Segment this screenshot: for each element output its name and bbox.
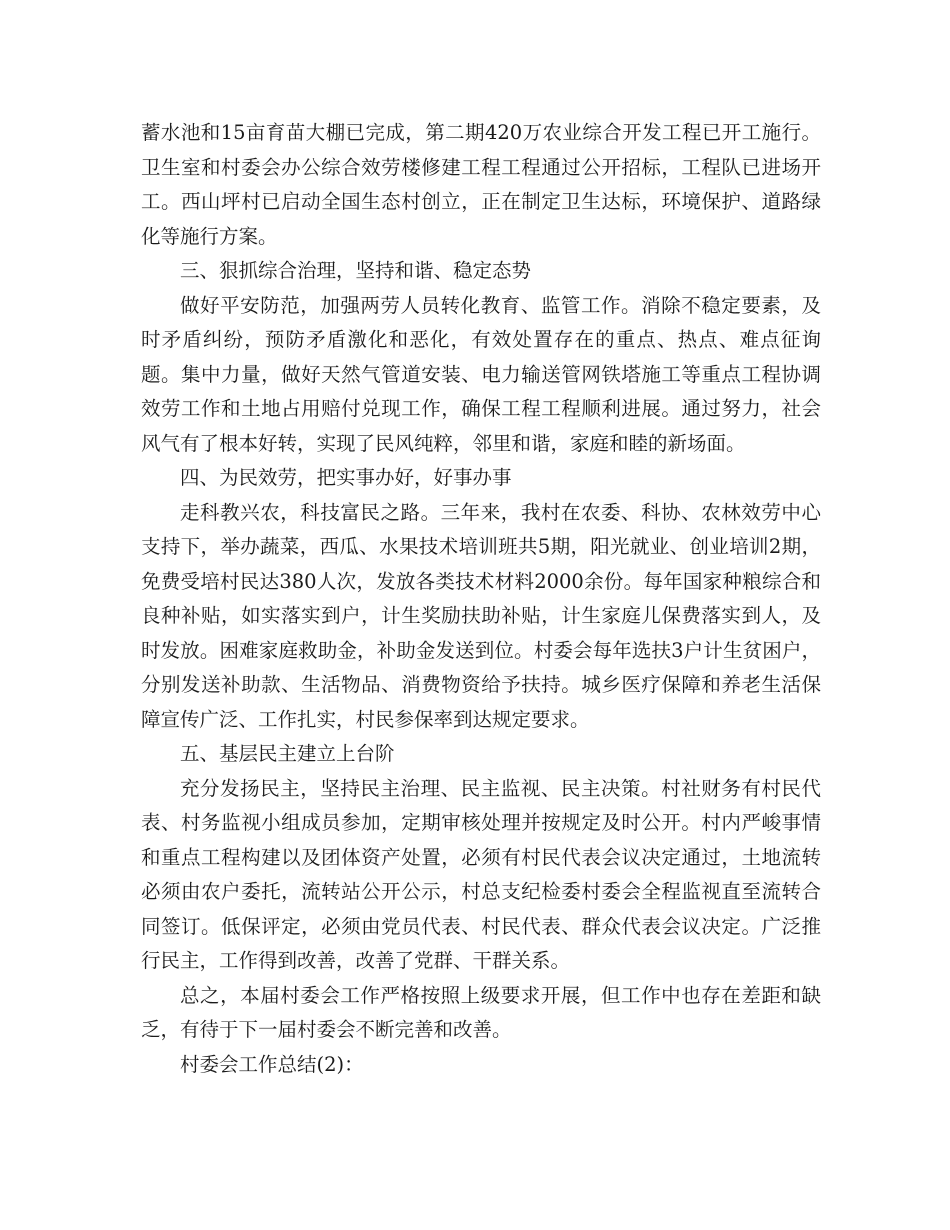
section-heading-3: 三、狠抓综合治理，坚持和谐、稳定态势 [180, 259, 532, 282]
paragraph-intro-continuation: 蓄水池和15亩育苗大棚已完成，第二期420万农业综合开发工程已开工施行。卫生室和村委会办公综合效劳楼修建工程工程通过公开招标，工程队已进场开工。西山坪村已启动全国生态村创立，正在制定卫生达标，环境保护、道路绿化等施行方案。 [141, 121, 821, 248]
paragraph-service: 走科教兴农，科技富民之路。三年来，我村在农委、科协、农林效劳中心支持下，举办蔬菜，西瓜、水果技术培训班共5期，阳光就业、创业培训2期，免费受培村民达380人次，发放各类技术材料2000余份。每年国家种粮综合和良种补贴，如实落实到户，计生奖励扶助补贴，计生家庭儿保费落实到人，及时发放。困难家庭救助金，补助金发送到位。村委会每年选扶3户计生贫困户，分别发送补助款、生活物品、消费物资给予扶持。城乡医疗保障和养老生活保障宣传广泛、工作扎实，村民参保率到达规定要求。 [141, 500, 821, 731]
section-heading-4: 四、为民效劳，把实事办好，好事办事 [180, 466, 512, 489]
paragraph-security: 做好平安防范，加强两劳人员转化教育、监管工作。消除不稳定要素，及时矛盾纠纷，预防矛盾激化和恶化，有效处置存在的重点、热点、难点征询题。集中力量，做好天然气管道安装、电力输送管网铁塔施工等重点工程协调效劳工作和土地占用赔付兑现工作，确保工程工程顺利进展。通过努力，社会风气有了根本好转，实现了民风纯粹，邻里和谐，家庭和睦的新场面。 [141, 293, 821, 455]
next-summary-heading: 村委会工作总结(2)： [180, 1052, 364, 1076]
paragraph-conclusion: 总之，本届村委会工作严格按照上级要求开展，但工作中也存在差距和缺乏，有待于下一届村委会不断完善和改善。 [141, 983, 821, 1041]
paragraph-democracy: 充分发扬民主，坚持民主治理、民主监视、民主决策。村社财务有村民代表、村务监视小组成员参加，定期审核处理并按规定及时公开。村内严峻事情和重点工程构建以及团体资产处置，必须有村民代表会议决定通过，土地流转必须由农户委托，流转站公开公示，村总支纪检委村委会全程监视直至流转合同签订。低保评定，必须由党员代表、村民代表、群众代表会议决定。广泛推行民主，工作得到改善，改善了党群、干群关系。 [141, 776, 821, 972]
section-heading-5: 五、基层民主建立上台阶 [180, 742, 395, 765]
document-body [141, 116, 821, 1082]
